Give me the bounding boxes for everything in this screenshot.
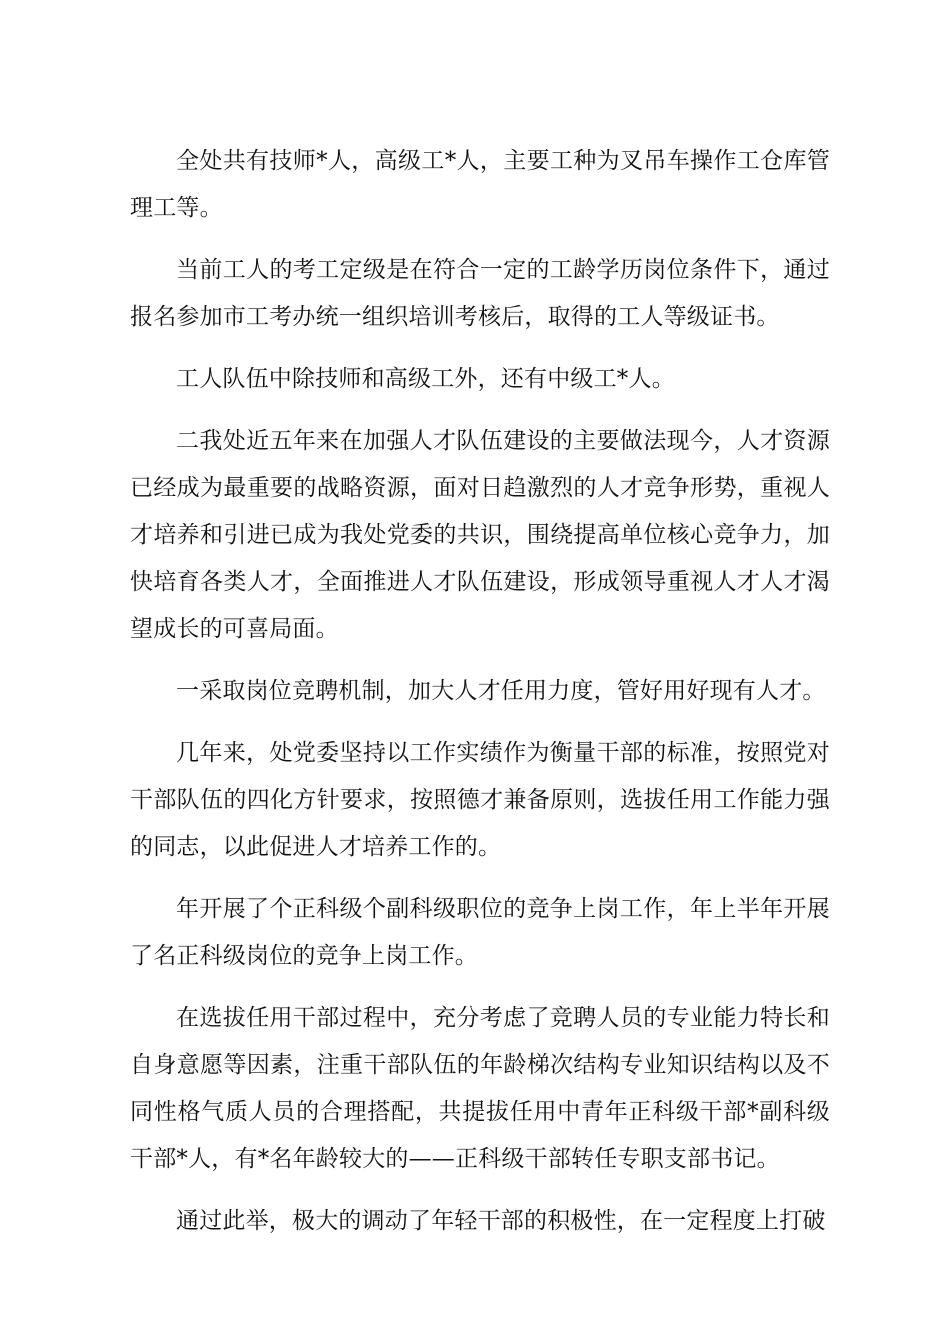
paragraph-2: 当前工人的考工定级是在符合一定的工龄学历岗位条件下，通过报名参加市工考办统一组织培训考核后，取得的工人等级证书。 — [130, 257, 830, 330]
document-body — [130, 138, 830, 1260]
paragraph-7: 年开展了个正科级个副科级职位的竞争上岗工作，年上半年开展了名正科级岗位的竞争上岗工作。 — [130, 896, 830, 969]
paragraph-4: 二我处近五年来在加强人才队伍建设的主要做法现今，人才资源已经成为最重要的战略资源，面对日趋激烈的人才竞争形势，重视人才培养和引进已成为我处党委的共识，围绕提高单位核心竞争力，加快培育各类人才，全面推进人才队伍建设，形成领导重视人才人才渴望成长的可喜局面。 — [130, 428, 830, 642]
paragraph-1: 全处共有技师*人，高级工*人，主要工种为叉吊车操作工仓库管理工等。 — [130, 148, 830, 221]
paragraph-5: 一采取岗位竞聘机制，加大人才任用力度，管好用好现有人才。 — [176, 678, 826, 704]
paragraph-6: 几年来，处党委坚持以工作实绩作为衡量干部的标准，按照党对干部队伍的四化方针要求，按照德才兼备原则，选拔任用工作能力强的同志，以此促进人才培养工作的。 — [130, 740, 830, 860]
paragraph-3: 工人队伍中除技师和高级工外，还有中级工*人。 — [176, 366, 675, 392]
paragraph-9: 通过此举，极大的调动了年轻干部的积极性，在一定程度上打破 — [176, 1208, 826, 1234]
paragraph-8: 在选拔任用干部过程中，充分考虑了竞聘人员的专业能力特长和自身意愿等因素，注重干部队伍的年龄梯次结构专业知识结构以及不同性格气质人员的合理搭配，共提拔任用中青年正科级干部*副科级干部*人，有*名年龄较大的——正科级干部转任专职支部书记。 — [130, 1005, 830, 1172]
